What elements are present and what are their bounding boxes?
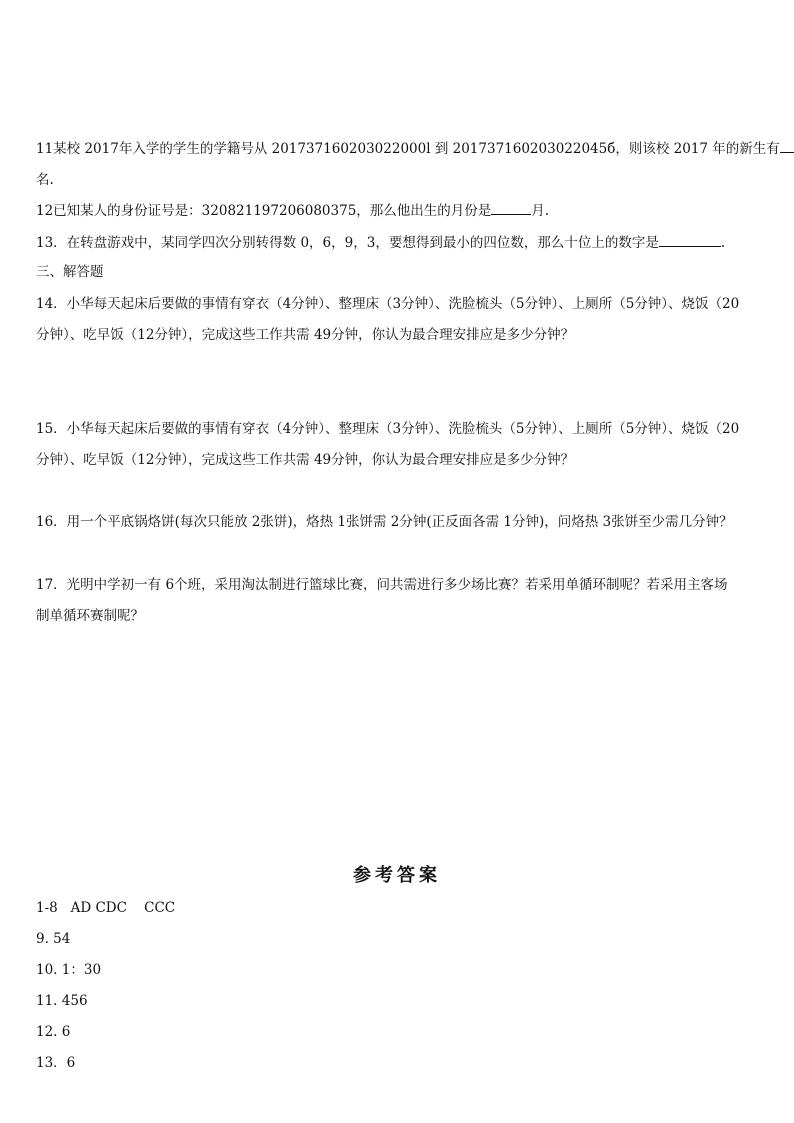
- answer-blank: [780, 138, 794, 153]
- question-14-line2: 分钟）、吃早饭（12分钟），完成这些工作共需 49分钟，你认为最合理安排应是多少分钟？: [36, 327, 575, 343]
- section-heading: 三、解答题: [36, 264, 104, 280]
- question-17-line1: 17．光明中学初一有 6个班，采用淘汰制进行篮球比赛，问共需进行多少场比赛？若采用单循环制呢？若采用主客场: [36, 577, 728, 593]
- question-13-suffix: .: [720, 235, 726, 251]
- question-16: 16．用一个平底锅烙饼(每次只能放 2张饼)，烙热 1张饼需 2分钟(正反面各需 1分钟)，问烙热 3张饼至少需几分钟？: [36, 514, 733, 530]
- question-15-line2: 分钟）、吃早饭（12分钟），完成这些工作共需 49分钟，你认为最合理安排应是多少分钟？: [36, 452, 575, 468]
- question-11-line2: 名.: [36, 172, 54, 188]
- question-12: [36, 200, 549, 221]
- question-11-line1: [36, 138, 794, 159]
- answers-title: 参考答案: [353, 865, 441, 886]
- question-11-text: 11某校 2017年入学的学生的学籍号从 201737160203022000l 到 201737160203022045б，则该校 2017 年的新生有: [36, 141, 780, 157]
- answer-item: 10. 1：30: [36, 962, 102, 978]
- answer-item: 1-8 AD CDC CCC: [36, 900, 176, 916]
- answer-blank: [491, 200, 531, 215]
- answer-item: 12. 6: [36, 1024, 71, 1040]
- answer-item: 11. 456: [36, 993, 88, 1009]
- question-12-suffix: 月.: [531, 203, 550, 219]
- question-14-line1: 14．小华每天起床后要做的事情有穿衣（4分钟）、整理床（3分钟）、洗脸梳头（5分钟）、上厕所（5分钟）、烧饭（20: [36, 296, 740, 312]
- answer-item: 9. 54: [36, 931, 71, 947]
- question-13-text: 13．在转盘游戏中，某同学四次分别转得数 0，6，9，3，要想得到最小的四位数，那么十位上的数字是: [36, 235, 659, 251]
- question-12-text: 12已知某人的身份证号是：320821197206080375，那么他出生的月份是: [36, 203, 492, 219]
- answer-item: 13．6: [36, 1055, 76, 1071]
- question-15-line1: 15．小华每天起床后要做的事情有穿衣（4分钟）、整理床（3分钟）、洗脸梳头（5分钟）、上厕所（5分钟）、烧饭（20: [36, 421, 740, 437]
- answer-blank: [659, 232, 721, 247]
- question-17-line2: 制单循环赛制呢？: [36, 608, 144, 624]
- question-13: [36, 232, 725, 253]
